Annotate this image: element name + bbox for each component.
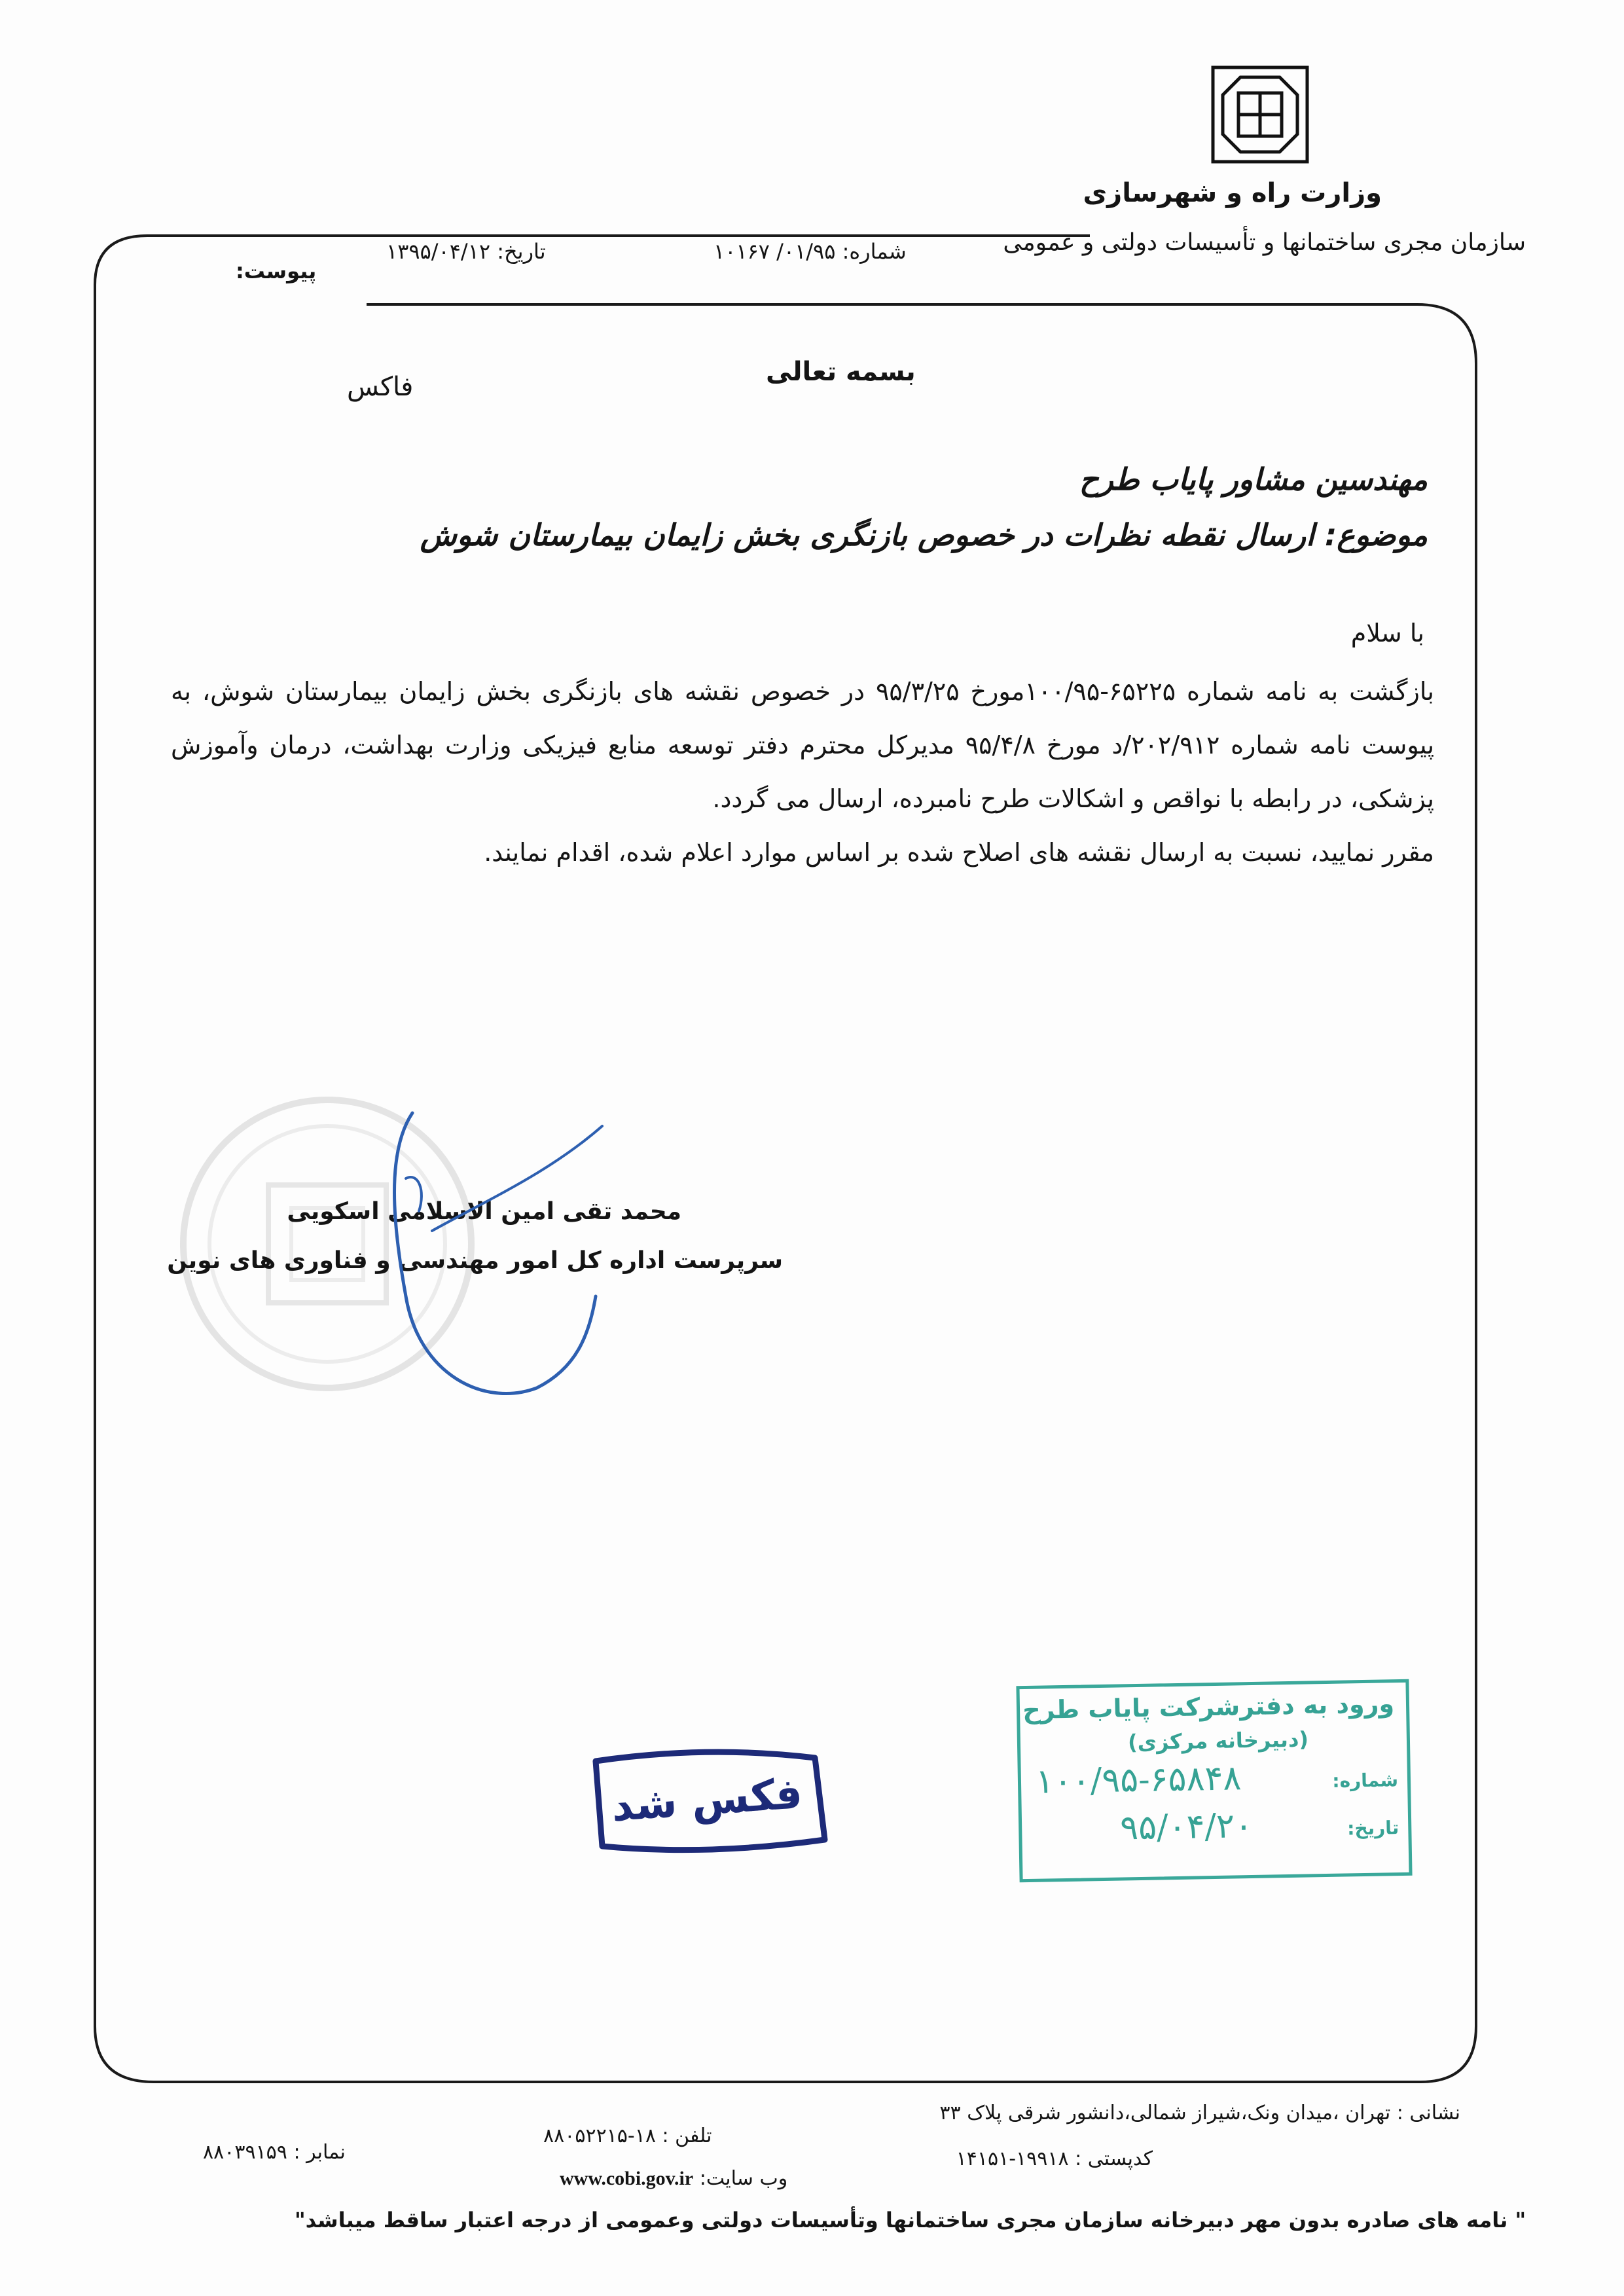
registry-stamp (1016, 1679, 1412, 1882)
bismillah: بسمه تعالی (766, 357, 916, 387)
body-paragraph-1: بازگشت به نامه شماره ۶۵۲۲۵-۱۰۰/۹۵مورخ ۹۵/۳/۲۵ در خصوص نقشه های بازنگری بخش زایمان بیمارستان شوش، به پیوست نامه شماره ۲۰۲/۹۱۲/د مورخ ۹۵/۴/۸ مدیرکل محترم دفتر توسعه منابع فیزیکی وزارت بهداشت، درمان وآموزش پزشکی، در رابطه با نواقص و اشکالات طرح نامبرده، ارسال می گردد. (171, 677, 1435, 813)
registry-date: ۹۵/۰۴/۲۰ (1119, 1806, 1254, 1848)
letter-number-value: ۰۱/۹۵/ ۱۰۱۶۷ (713, 239, 836, 264)
subject: موضوع: ارسال نقطه نظرات در خصوص بازنگری بخش زایمان بیمارستان شوش (420, 517, 1428, 553)
footer-postal-code: کدپستی : ۱۹۹۱۸-۱۴۱۵۱ (956, 2147, 1153, 2170)
recipient: مهندسین مشاور پایاب طرح (1079, 462, 1428, 497)
registry-stamp-subtitle: (دبیرخانه مرکزی) (1127, 1726, 1309, 1755)
handwritten-signature-icon (380, 1100, 655, 1414)
body-paragraph-2: مقرر نمایید، نسبت به ارسال نقشه های اصلاح شده بر اساس موارد اعلام شده، اقدام نمایند. (484, 838, 1434, 867)
organization-name: سازمان مجری ساختمانها و تأسیسات دولتی و عمومی (1003, 229, 1526, 256)
footer-notice: " نامه های صادره بدون مهر دبیرخانه سازمان مجری ساختمانها وتأسیسات دولتی وعمومی از درجه اعتبار ساقط میباشد" (295, 2208, 1526, 2232)
registry-number: ۱۰۰/۹۵-۶۵۸۴۸ (1035, 1758, 1242, 1802)
footer-phone: تلفن : ۱۸-۸۸۰۵۲۲۱۵ (543, 2124, 712, 2147)
footer-address: نشانی : تهران ،میدان ونک،شیراز شمالی،دانشور شرقی پلاک ۳۳ (939, 2102, 1460, 2124)
registry-date-label: تاریخ: (1346, 1817, 1399, 1840)
letter-date-label: تاریخ: (497, 239, 546, 264)
signer-name: محمد تقی امین الاسلامی اسکویی (287, 1198, 681, 1225)
footer-website (560, 2167, 787, 2190)
attachment-label: پیوست: (236, 259, 317, 283)
greeting: با سلام (1350, 619, 1424, 647)
ministry-name: وزارت راه و شهرسازی (1083, 178, 1382, 208)
footer-website-label: وب سایت: (699, 2167, 788, 2190)
footer-website-url[interactable]: www.cobi.gov.ir (560, 2168, 694, 2189)
registry-number-label: شماره: (1332, 1769, 1399, 1792)
ministry-logo-icon (1211, 65, 1309, 164)
fax-label: فاکس (347, 372, 414, 402)
letter-body (171, 665, 1434, 879)
signer-title: سرپرست اداره کل امور مهندسی و فناوری های نوین (167, 1247, 783, 1274)
fax-sent-stamp: فکس شد (609, 1769, 804, 1832)
letter-date-value: ۱۳۹۵/۰۴/۱۲ (386, 239, 491, 264)
registry-stamp-title: ورود به دفترشرکت پایاب طرح (1022, 1689, 1395, 1725)
letter-number-label: شماره: (842, 239, 907, 264)
footer-fax: نمابر : ۸۸۰۳۹۱۵۹ (203, 2141, 346, 2164)
